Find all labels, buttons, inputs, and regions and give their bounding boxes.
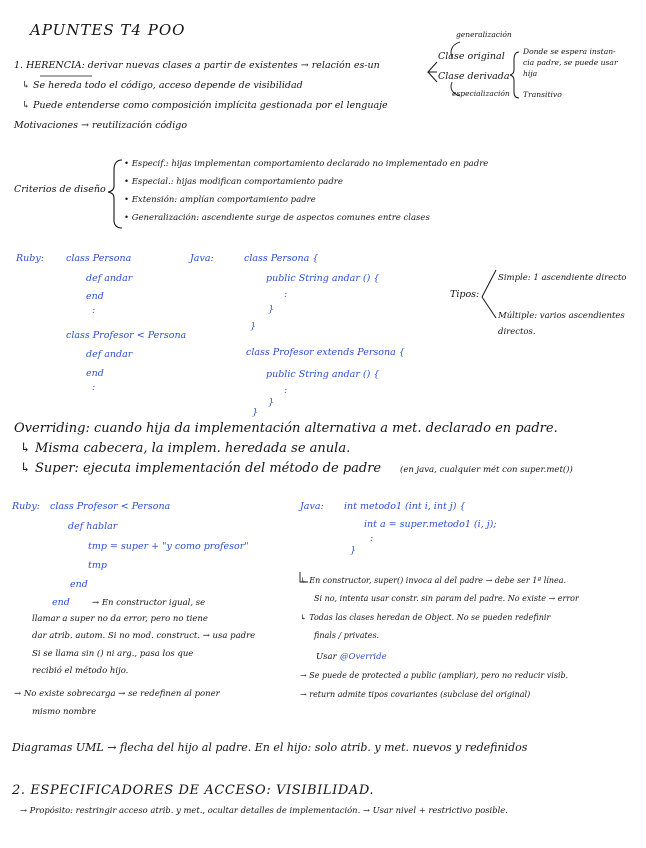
code1-java-line: class Profesor extends Persona { [246, 347, 405, 358]
code2-java-line: } [350, 545, 357, 556]
java-note: finals / privates. [314, 631, 380, 640]
code1-java-line: : [284, 385, 288, 396]
tipos-multiple-line1: Múltiple: varios ascendientes [498, 311, 625, 321]
tipos-brace [482, 270, 496, 318]
overriding-super: ↳ Super: ejecuta implementación del método de padre [20, 461, 382, 476]
java-note-override: @Override [340, 652, 387, 662]
code2-java-line: int metodo1 (int i, int j) { [344, 501, 466, 512]
uml-diagram-note: Diagramas UML → flecha del hijo al padre. En el hijo: solo atrib. y met. nuevos y redefinidos [12, 741, 528, 754]
code2-ruby-label: Ruby: [12, 501, 40, 512]
code1-java-line: class Persona { [244, 253, 319, 264]
especificadores-proposito: → Propósito: restringir acceso atrib. y met., ocultar detalles de implementación. → Usar nivel + restrictivo posible. [20, 805, 508, 815]
criterio-generalizacion: • Generalización: ascendiente surge de aspectos comunes entre clases [124, 213, 430, 223]
code1-ruby-line: def andar [86, 349, 133, 360]
code2-ruby-line: end [70, 579, 88, 590]
criterio-especial: • Especial.: hijas modifican comportamiento padre [124, 177, 343, 187]
ruby-note: dar atrib. autom. Si no mod. construct. → usa padre [32, 631, 256, 641]
code1-ruby-line: : [92, 382, 96, 393]
code2-ruby-line: end [52, 597, 70, 608]
code2-java-line: int a = super.metodo1 (i, j); [364, 519, 497, 530]
herencia-motivaciones: Motivaciones → reutilización código [14, 120, 188, 131]
herencia-point-code: ↳ Se hereda todo el código, acceso depende de visibilidad [22, 80, 303, 91]
code1-ruby-line: end [86, 291, 104, 302]
overriding-definition: Overriding: cuando hija da implementación alternativa a met. declarado en padre. [14, 421, 558, 436]
tree-clase-derivada: Clase derivada [438, 71, 510, 82]
code1-java-label: Java: [190, 253, 214, 264]
ruby-note: mismo nombre [32, 707, 97, 717]
tree-clase-original: Clase original [438, 51, 505, 62]
page-title: APUNTES T4 POO [30, 21, 186, 39]
tree-transitivo: Transitivo [523, 90, 562, 99]
code1-ruby-line: def andar [86, 273, 133, 284]
code2-ruby-line: tmp = super + "y como profesor" [88, 541, 249, 552]
code1-ruby-label: Ruby: [16, 253, 44, 264]
code2-java-label: Java: [300, 501, 324, 512]
tree-branch [428, 62, 437, 82]
code1-java-line: : [284, 289, 288, 300]
tree-right-brace [510, 52, 519, 98]
code1-java-line: } [250, 321, 257, 332]
code2-ruby-line: class Profesor < Persona [50, 501, 171, 512]
code1-ruby-line: class Persona [66, 253, 132, 264]
code2-java-line: : [370, 533, 374, 544]
criterios-brace [108, 160, 122, 228]
java-note: ↳ Todas las clases heredan de Object. No se pueden redefinir [300, 613, 551, 622]
java-note: → return admite tipos covariantes (subclase del original) [300, 690, 531, 699]
tree-note-line1: Donde se espera instan- [523, 47, 616, 56]
java-note: → Se puede de protected a public (ampliar), pero no reducir visib. [300, 671, 569, 680]
tipos-simple: Simple: 1 ascendiente directo [498, 273, 627, 283]
tree-especializacion: especialización [452, 89, 510, 98]
tree-generalizacion: generalización [456, 30, 512, 39]
code2-ruby-line: tmp [88, 560, 107, 571]
code2-ruby-line: def hablar [68, 521, 118, 532]
code1-java-line: } [252, 407, 259, 418]
tipos-label: Tipos: [450, 289, 480, 300]
code1-java-line: public String andar () { [266, 273, 380, 284]
overriding-super-note: (en java, cualquier mét con super.met()) [400, 465, 573, 475]
code1-ruby-line: end [86, 368, 104, 379]
ruby-note: llamar a super no da error, pero no tiene [32, 614, 208, 624]
tipos-multiple-line2: directos. [498, 327, 536, 337]
code1-ruby-line: class Profesor < Persona [66, 330, 187, 341]
java-note: ↳ En constructor, super() invoca al del padre → debe ser 1ª línea. [300, 576, 567, 585]
ruby-note: recibió el método hijo. [32, 666, 129, 676]
criterio-extension: • Extensión: amplían comportamiento padre [124, 195, 316, 205]
ruby-note: → En constructor igual, se [92, 598, 206, 608]
tree-note-line3: hija [523, 69, 538, 78]
code1-java-line: } [268, 397, 275, 408]
criterios-label: Criterios de diseño [14, 184, 106, 195]
herencia-point-composition: ↳ Puede entenderse como composición implícita gestionada por el lenguaje [22, 100, 388, 111]
java-note-usar: Usar [316, 652, 337, 662]
java-note: Si no, intenta usar constr. sin param del padre. No existe → error [314, 594, 579, 603]
overriding-cabecera: ↳ Misma cabecera, la implem. heredada se anula. [20, 441, 351, 456]
herencia-definition: 1. HERENCIA: derivar nuevas clases a partir de existentes → relación es-un [14, 60, 380, 71]
code1-java-line: public String andar () { [266, 369, 380, 380]
ruby-note: → No existe sobrecarga → se redefinen al poner [14, 689, 220, 699]
ruby-note: Si se llama sin () ni arg., pasa los que [32, 649, 194, 659]
code1-ruby-line: : [92, 305, 96, 316]
criterio-especif: • Especif.: hijas implementan comportamiento declarado no implementado en padre [124, 159, 489, 169]
code1-java-line: } [268, 304, 275, 315]
tree-note-line2: cia padre, se puede usar [523, 58, 618, 67]
especificadores-title: 2. ESPECIFICADORES DE ACCESO: VISIBILIDAD. [12, 783, 375, 798]
